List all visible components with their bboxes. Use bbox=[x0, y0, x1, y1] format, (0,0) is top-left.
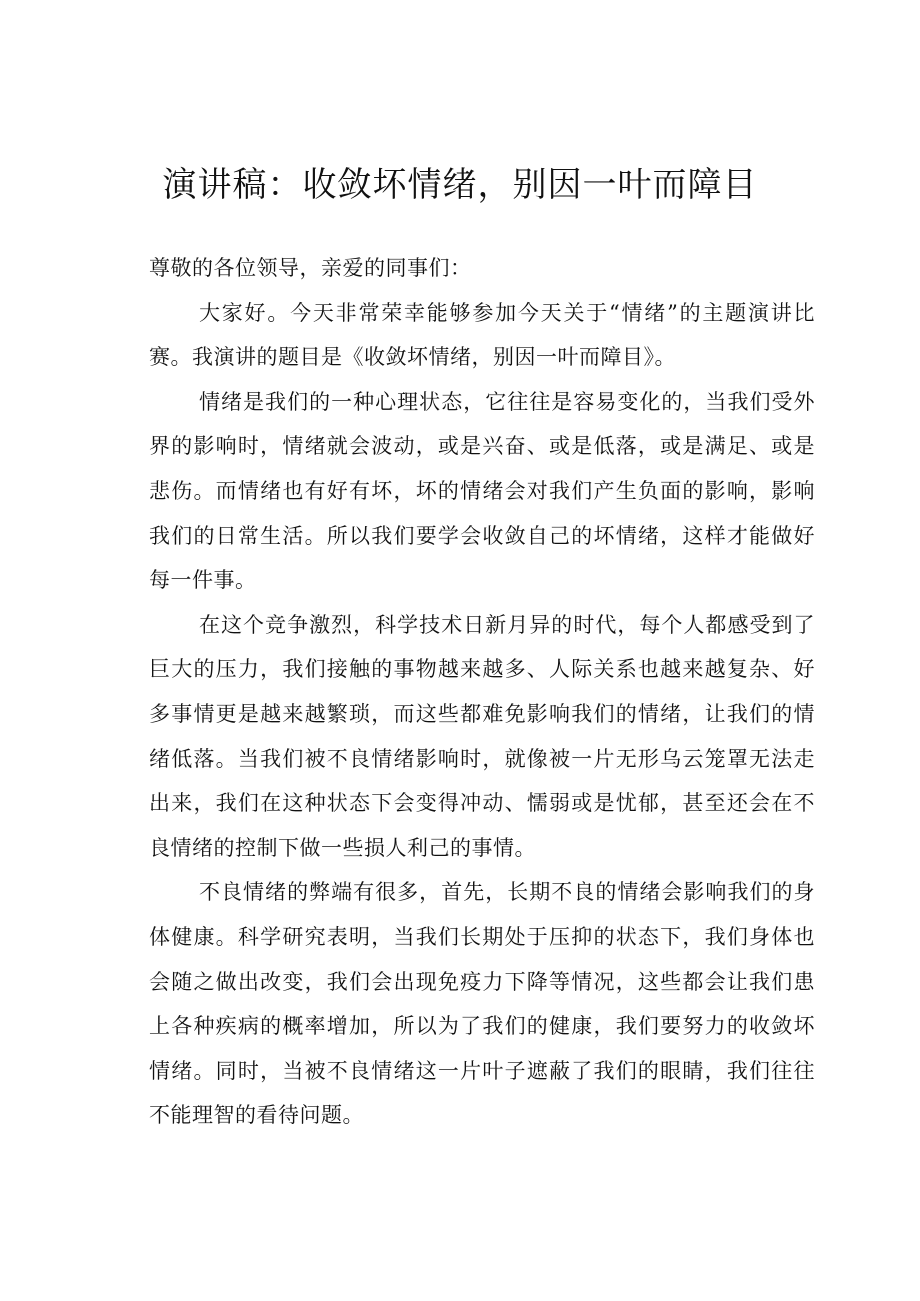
document-title: 演讲稿：收敛坏情绪，别因一叶而障目 bbox=[162, 165, 758, 205]
paragraph-harm-of-bad-emotion: 不良情绪的弊端有很多，首先，长期不良的情绪会影响我们的身体健康。科学研究表明，当我们长期处于压抑的状态下，我们身体也会随之做出改变，我们会出现免疫力下降等情况，这些都会让我们患上各种疾病的概率增加，所以为了我们的健康，我们要努力的收敛坏情绪。同时，当被不良情绪这一片叶子遮蔽了我们的眼睛，我们往往不能理智的看待问题。 bbox=[149, 880, 815, 1128]
salutation: 尊敬的各位领导，亲爱的同事们： bbox=[149, 256, 472, 280]
document-body bbox=[149, 246, 815, 1138]
paragraph-modern-pressure: 在这个竞争激烈，科学技术日新月异的时代，每个人都感受到了巨大的压力，我们接触的事物越来越多、人际关系也越来越复杂、好多事情更是越来越繁琐，而这些都难免影响我们的情绪，让我们的情绪低落。当我们被不良情绪影响时，就像被一片无形乌云笼罩无法走出来，我们在这种状态下会变得冲动、懦弱或是忧郁，甚至还会在不良情绪的控制下做一些损人利己的事情。 bbox=[149, 612, 815, 860]
paragraph-greeting: 大家好。今天非常荣幸能够参加今天关于“情绪”的主题演讲比赛。我演讲的题目是《收敛坏情绪，别因一叶而障目》。 bbox=[149, 300, 815, 370]
paragraph-emotion-definition: 情绪是我们的一种心理状态，它往往是容易变化的，当我们受外界的影响时，情绪就会波动，或是兴奋、或是低落，或是满足、或是悲伤。而情绪也有好有坏，坏的情绪会对我们产生负面的影响，影响我们的日常生活。所以我们要学会收敛自己的坏情绪，这样才能做好每一件事。 bbox=[149, 389, 815, 593]
